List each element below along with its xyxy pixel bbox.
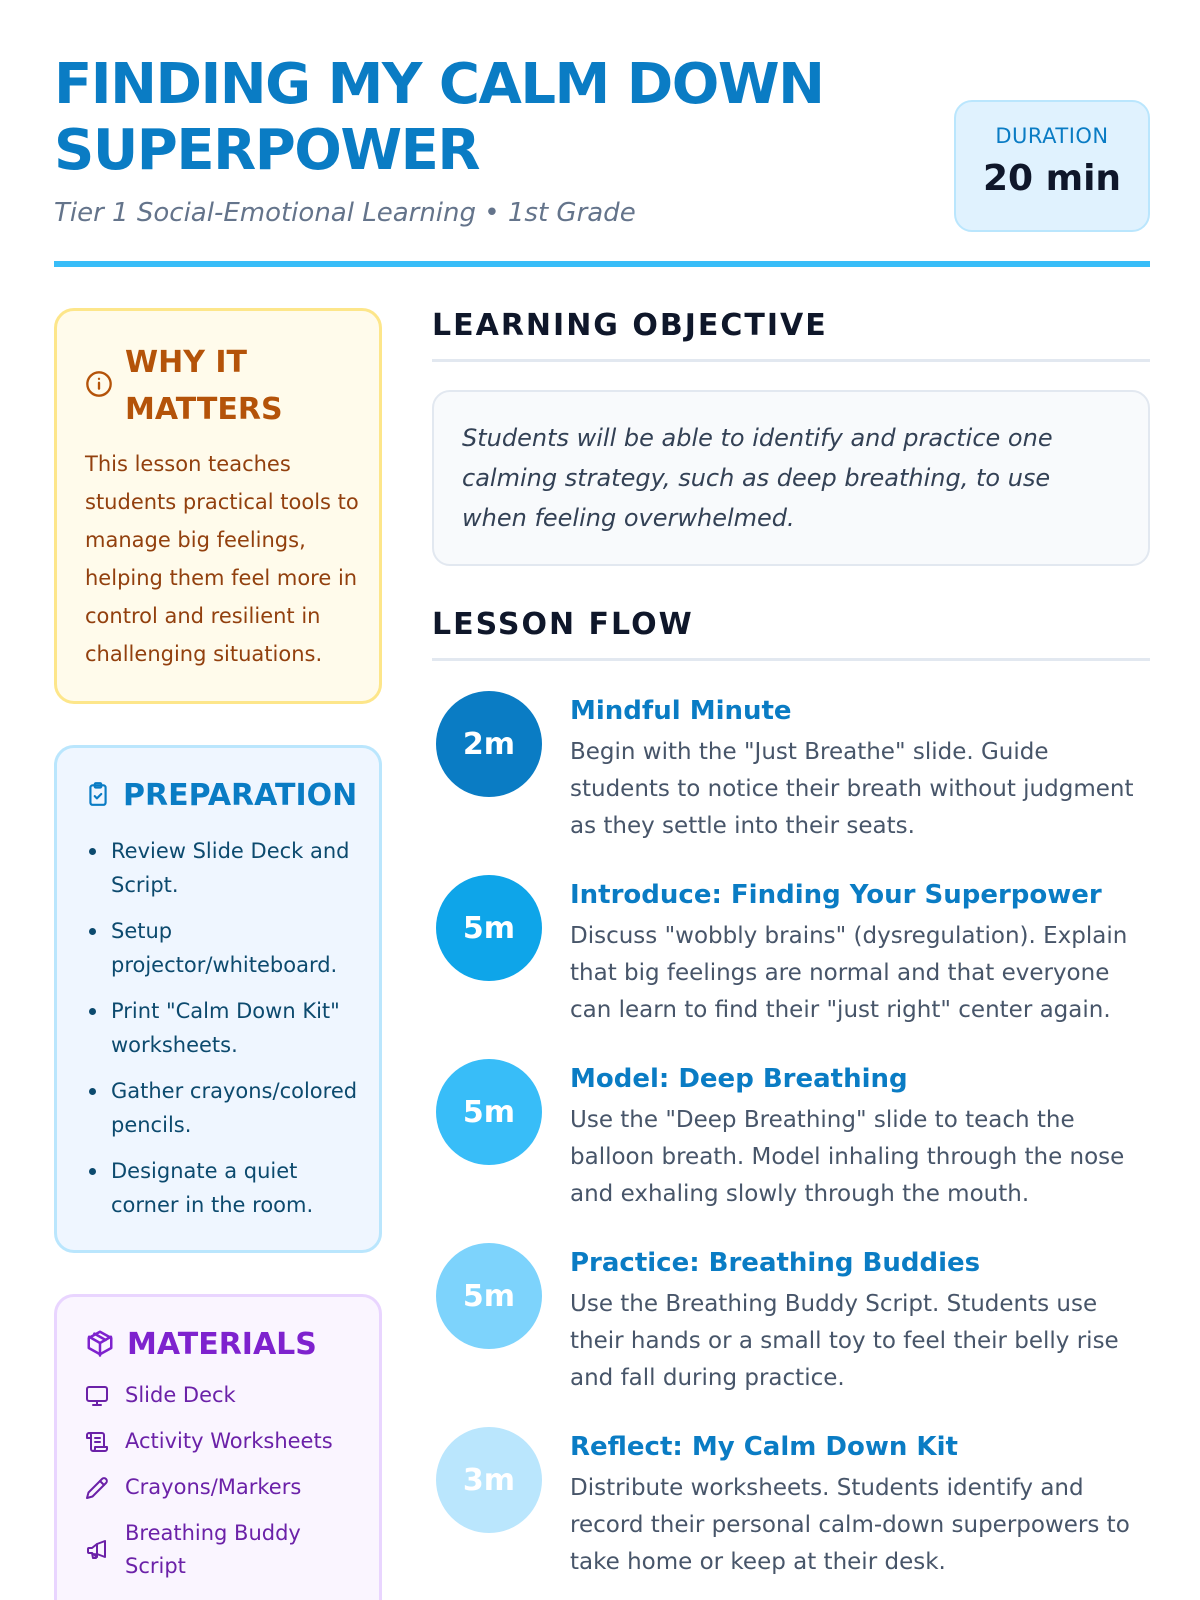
list-item: Setup projector/whiteboard.	[87, 914, 367, 982]
why-title: WHY IT MATTERS	[125, 345, 283, 427]
material-label: Crayons/Markers	[125, 1475, 302, 1499]
flow-step	[432, 690, 1150, 874]
lesson-header	[54, 52, 1150, 272]
monitor-icon	[83, 1384, 111, 1408]
megaphone-icon	[83, 1538, 111, 1562]
material-item-script	[83, 1517, 373, 1583]
duration-badge	[954, 100, 1150, 232]
step-description: Use the Breathing Buddy Script. Students use their hands or a small toy to feel their belly rise and fall during practice.	[570, 1291, 1119, 1391]
materials-title: MATERIALS	[127, 1327, 317, 1362]
lesson-flow-steps	[432, 690, 1150, 1600]
page-subtitle: Tier 1 Social-Emotional Learning • 1st Grade	[54, 198, 636, 228]
page-title: FINDING MY CALM DOWN SUPERPOWER	[54, 52, 824, 183]
step-time-badge: 5m	[436, 1059, 542, 1165]
step-description: Use the "Deep Breathing" slide to teach the balloon breath. Model inhaling through the nose and exhaling slowly through the mouth.	[570, 1107, 1125, 1207]
list-item: Gather crayons/colored pencils.	[87, 1074, 367, 1142]
step-title: Reflect: My Calm Down Kit	[570, 1432, 958, 1462]
materials-card	[54, 1294, 382, 1600]
info-icon	[85, 370, 113, 402]
step-description: Begin with the "Just Breathe" slide. Guide students to notice their breath without judgment as they settle into their seats.	[570, 739, 1134, 839]
material-item-worksheets	[83, 1425, 373, 1458]
scroll-icon	[83, 1430, 111, 1454]
step-title: Introduce: Finding Your Superpower	[570, 880, 1102, 910]
list-item: Designate a quiet corner in the room.	[87, 1154, 367, 1222]
why-header	[85, 339, 305, 433]
flow-step	[432, 1426, 1150, 1600]
flow-step	[432, 1242, 1150, 1426]
material-label: Slide Deck	[125, 1383, 236, 1407]
material-item-crayons	[83, 1471, 373, 1504]
step-title: Mindful Minute	[570, 696, 792, 726]
materials-header	[85, 1327, 317, 1362]
learning-objective-box: Students will be able to identify and practice one calming strategy, such as deep breathing, to use when feeling overwhelmed.	[432, 390, 1150, 566]
preparation-list	[87, 834, 367, 1234]
materials-list	[83, 1379, 373, 1596]
preparation-card	[54, 745, 382, 1253]
material-item-slide-deck	[83, 1379, 373, 1412]
flow-step	[432, 874, 1150, 1058]
preparation-header	[85, 778, 357, 813]
material-label: Breathing Buddy Script	[125, 1521, 301, 1578]
header-divider	[54, 261, 1150, 267]
lesson-flow-heading: LESSON FLOW	[432, 607, 1150, 661]
material-label: Activity Worksheets	[125, 1429, 333, 1453]
why-it-matters-card	[54, 308, 382, 704]
step-description: Discuss "wobbly brains" (dysregulation). Explain that big feelings are normal and that everyone can learn to find their "just right" center again.	[570, 923, 1128, 1023]
step-time-badge: 3m	[436, 1427, 542, 1533]
list-item: Print "Calm Down Kit" worksheets.	[87, 994, 367, 1062]
step-title: Model: Deep Breathing	[570, 1064, 908, 1094]
clipboard-check-icon	[85, 781, 111, 811]
step-title: Practice: Breathing Buddies	[570, 1248, 981, 1278]
duration-value: 20 min	[982, 158, 1122, 199]
step-time-badge: 5m	[436, 1243, 542, 1349]
box-icon	[85, 1328, 115, 1362]
flow-step	[432, 1058, 1150, 1242]
learning-objective-heading: LEARNING OBJECTIVE	[432, 308, 1150, 362]
step-description: Distribute worksheets. Students identify and record their personal calm-down superpowers to take home or keep at their desk.	[570, 1475, 1130, 1575]
step-time-badge: 2m	[436, 691, 542, 797]
pencil-icon	[83, 1476, 111, 1500]
why-body: This lesson teaches students practical tools to manage big feelings, helping them feel more in control and resilient in challenging situations.	[85, 452, 359, 666]
list-item: Review Slide Deck and Script.	[87, 834, 367, 902]
preparation-title: PREPARATION	[123, 778, 358, 813]
step-time-badge: 5m	[436, 875, 542, 981]
duration-label: DURATION	[995, 124, 1109, 148]
